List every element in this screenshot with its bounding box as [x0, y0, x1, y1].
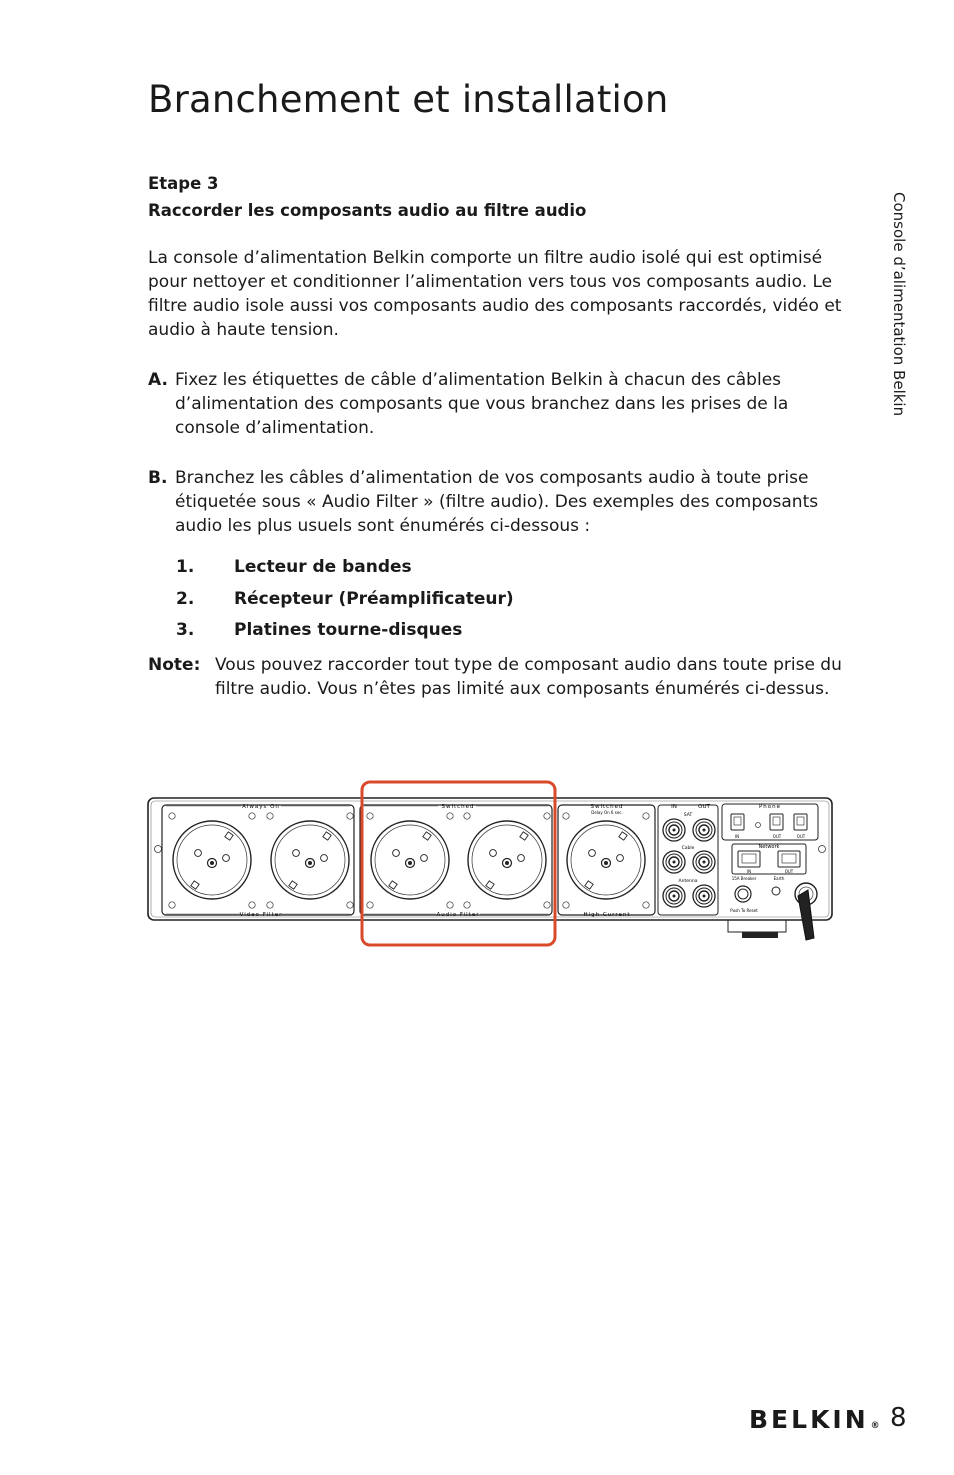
breaker-reset-button: [735, 886, 751, 902]
coax-connector-icon: [663, 885, 685, 907]
list-item-number: 2.: [176, 588, 195, 609]
label-switched: Switched: [441, 804, 475, 810]
instruction-a: [148, 368, 848, 440]
label-phone-out-1: OUT: [772, 834, 782, 839]
list-item: [176, 584, 848, 616]
page-title: Branchement et installation: [148, 78, 669, 121]
screw-icon: [267, 902, 273, 908]
label-antenna: Antenna: [678, 879, 698, 884]
network-jack-icon: [778, 851, 800, 867]
page-number: 8: [890, 1403, 907, 1433]
instruction-b-mark: B.: [148, 468, 168, 488]
coax-section: [658, 804, 718, 915]
label-video-filter: Video Filter: [239, 912, 283, 918]
label-high-current: High Current: [583, 912, 631, 918]
screw-icon: [347, 813, 353, 819]
screw-icon: [169, 813, 175, 819]
instruction-a-text: Fixez les étiquettes de câble d’alimentation Belkin à chacun des câbles d’alimentation des composants que vous branchez dans les prises de la console d’alimentation.: [175, 370, 789, 438]
label-always-on: Always On: [242, 804, 280, 810]
side-running-title-text: Console d’alimentation Belkin: [890, 192, 908, 417]
screw-icon: [249, 902, 255, 908]
instruction-b-text: Branchez les câbles d’alimentation de vos composants audio à toute prise étiquetée sous « Audio Filter » (filtre audio). Des exemples des composants audio les plus usuels sont énumérés ci-dessous :: [175, 468, 819, 536]
label-switched-delay: Switched: [590, 804, 624, 810]
chassis-inner: [151, 801, 829, 917]
component-list: [176, 552, 848, 647]
label-audio-filter: Audio Filter: [436, 912, 480, 918]
outlet-socket-icon: [173, 821, 251, 899]
label-phone: Phone: [758, 804, 782, 810]
list-item: [176, 615, 848, 647]
coax-connector-icon: [693, 885, 715, 907]
screw-icon: [819, 846, 826, 853]
label-out: OUT: [698, 804, 710, 810]
screw-icon: [544, 813, 550, 819]
screw-icon: [169, 902, 175, 908]
label-delay: Delay On 6 sec.: [591, 810, 623, 815]
label-network: Network: [758, 844, 780, 850]
coax-connector-icon: [663, 851, 685, 873]
screw-icon: [643, 813, 649, 819]
intro-paragraph: La console d’alimentation Belkin comporte un filtre audio isolé qui est optimisé pour nettoyer et conditionner l’alimentation vers tous vos composants audio. Le filtre audio isole aussi vos composants audio des composants raccordés, vidéo et audio à haute tension.: [148, 248, 842, 340]
list-item-text: Lecteur de bandes: [234, 557, 412, 577]
label-earth: Earth: [773, 876, 785, 881]
step-title: Etape 3: [148, 174, 219, 193]
chassis-foot: [728, 920, 786, 932]
outlet-socket-icon: [371, 821, 449, 899]
screw-icon: [563, 813, 569, 819]
screw-icon: [464, 813, 470, 819]
belkin-logo-text: BELKIN: [749, 1405, 869, 1434]
screw-icon: [367, 902, 373, 908]
outlet-socket-icon: [271, 821, 349, 899]
belkin-logo: [749, 1405, 880, 1434]
screw-icon: [347, 902, 353, 908]
coax-connector-icon: [663, 819, 685, 841]
label-cable: Cable: [681, 846, 695, 851]
outlet-panel: [162, 805, 354, 915]
step-subtitle: Raccorder les composants audio au filtre audio: [148, 201, 587, 220]
label-push-to-reset: Push To Reset: [730, 908, 758, 913]
screw-icon: [544, 902, 550, 908]
screw-icon: [464, 902, 470, 908]
side-running-title: [884, 192, 908, 462]
screw-icon: [563, 902, 569, 908]
screw-icon: [267, 813, 273, 819]
label-phone-out-2: OUT: [796, 834, 806, 839]
earth-screw-icon: [772, 887, 780, 895]
outlet-socket-icon: [567, 821, 645, 899]
phone-jack-icon: [731, 814, 744, 830]
note-mark: Note:: [148, 654, 201, 675]
label-network-out: OUT: [784, 869, 794, 874]
coax-connector-icon: [693, 819, 715, 841]
label-breaker: 15A Breaker: [731, 876, 757, 881]
screw-icon: [643, 902, 649, 908]
outlet-sockets: [169, 813, 649, 908]
phone-jack-icon: [794, 814, 807, 830]
list-item-number: 1.: [176, 557, 195, 577]
screw-icon: [155, 846, 162, 853]
power-console-rear-panel-diagram: [146, 778, 838, 950]
screw-icon: [447, 902, 453, 908]
label-network-in: IN: [746, 869, 752, 874]
screw-icon: [249, 813, 255, 819]
note: [148, 653, 848, 701]
screw-icon: [367, 813, 373, 819]
label-sat: SAT: [683, 813, 693, 818]
list-item-text: Récepteur (Préamplificateur): [234, 588, 514, 609]
note-text: Vous pouvez raccorder tout type de composant audio dans toute prise du filtre audio. Vous n’êtes pas limité aux composants énumérés ci-dessus.: [215, 654, 842, 699]
network-jack-icon: [738, 851, 760, 867]
list-item-number: 3.: [176, 620, 195, 640]
list-item: [176, 552, 848, 584]
list-item-text: Platines tourne-disques: [234, 620, 463, 640]
coax-connector-icon: [693, 851, 715, 873]
phone-jack-icon: [770, 814, 783, 830]
screw-icon: [447, 813, 453, 819]
outlet-socket-icon: [468, 821, 546, 899]
label-phone-in: IN: [734, 834, 740, 839]
label-in: IN: [671, 804, 677, 810]
registered-mark: ®: [870, 1421, 880, 1431]
instruction-b: [148, 466, 848, 538]
content: [148, 170, 848, 701]
instruction-a-mark: A.: [148, 370, 168, 390]
